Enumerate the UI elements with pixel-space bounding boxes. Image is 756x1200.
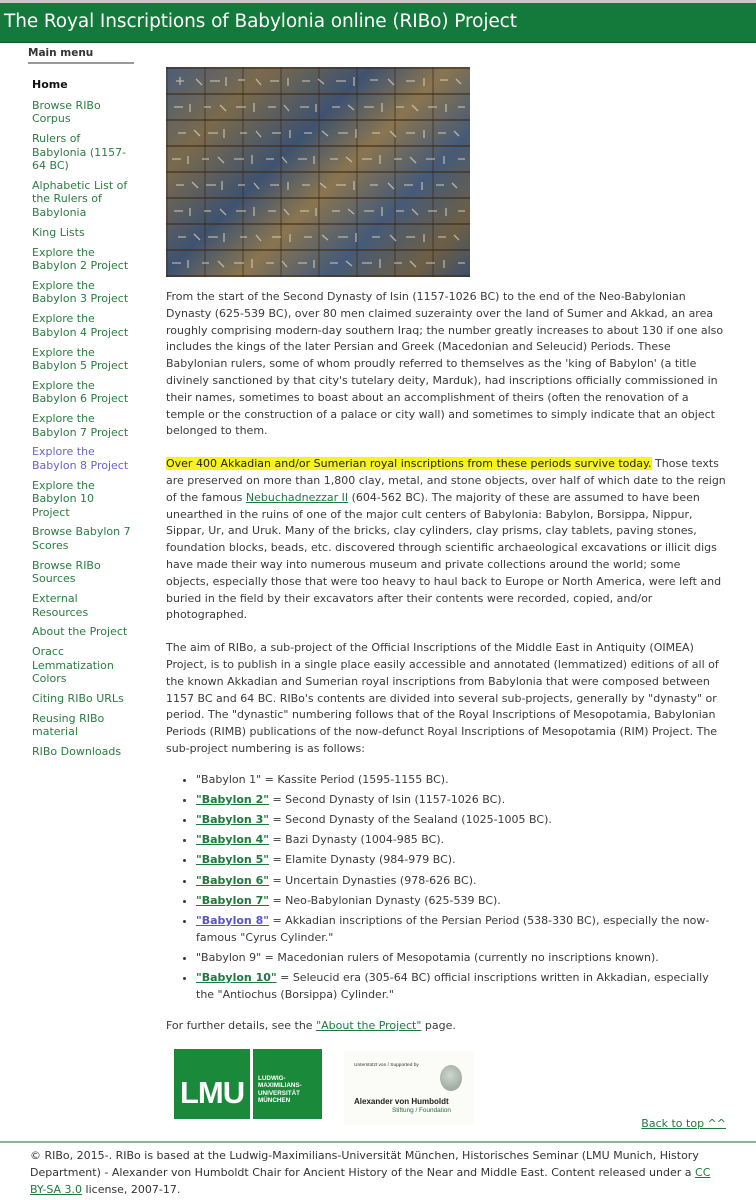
babylon-5-link[interactable]: "Babylon 5" — [196, 853, 269, 867]
menu-item-babylon-10[interactable]: Explore the Babylon 10 Project — [32, 478, 95, 519]
humboldt-foundation: Stiftung / Foundation — [392, 1106, 451, 1114]
subproject-desc: = Second Dynasty of the Sealand (1025-1005 BC). — [268, 813, 552, 827]
menu-item-babylon-7-scores[interactable]: Browse Babylon 7 Scores — [32, 525, 131, 552]
menu-item-reusing-material[interactable]: Reusing RIBo material — [32, 711, 105, 739]
menu-item-browse-sources[interactable]: Browse RIBo Sources — [32, 558, 101, 586]
babylon-10-link[interactable]: "Babylon 10" — [196, 971, 277, 985]
lmu-mark: LMU — [180, 1074, 245, 1110]
list-item — [196, 893, 726, 910]
menu-item-lemmatization-colors[interactable]: Oracc Lemmatization Colors — [32, 645, 114, 686]
babylon-6-link[interactable]: "Babylon 6" — [196, 873, 269, 887]
list-item — [196, 772, 726, 789]
list-item — [196, 792, 726, 809]
menu-item-downloads[interactable]: RIBo Downloads — [32, 745, 122, 759]
babylon-8-link[interactable]: "Babylon 8" — [196, 914, 269, 928]
babylon-2-link[interactable]: "Babylon 2" — [196, 792, 269, 806]
subproject-desc: = Akkadian inscriptions of the Persian Period (538-330 BC), especially the now-famous "Cyrus Cylinder." — [196, 914, 710, 944]
list-item — [196, 812, 726, 829]
babylon-4-link[interactable]: "Babylon 4" — [196, 833, 269, 847]
subproject-desc: = Bazi Dynasty (1004-985 BC). — [268, 833, 445, 847]
menu-item-babylon-4[interactable]: Explore the Babylon 4 Project — [32, 312, 129, 339]
menu-item-babylon-2[interactable]: Explore the Babylon 2 Project — [32, 245, 129, 272]
lmu-divider — [250, 1049, 253, 1119]
menu-item-babylon-8[interactable]: Explore the Babylon 8 Project — [32, 445, 129, 472]
subproject-list — [166, 772, 726, 1004]
lmu-name: LUDWIG- MAXIMILIANS- UNIVERSITÄT MÜNCHEN — [258, 1074, 302, 1105]
main-menu-heading: Main menu — [28, 45, 134, 64]
further-text-b: page. — [421, 1018, 456, 1032]
subproject-desc: = Macedonian rulers of Mesopotamia (currently no inscriptions known). — [261, 951, 659, 965]
aim-paragraph: The aim of RIBo, a sub-project of the Official Inscriptions of the Middle East in Antiquity (OIMEA) Project, is to publish in a single place easily accessible and annotated (lemmatized) editions of all of the known Akkadian and Sumerian royal inscriptions from Babylonia that were composed between 1157 BC and 64 BC. RIBo's contents are divided into several sub-projects, generally by "dynasty" or period. The "dynastic" numbering follows that of the Royal Inscriptions of Mesopotamia, Babylonian Periods (RIMB) publications of the now-defunct Royal Inscriptions of Mesopotamia (RIM) Project. The sub-project numbering is as follows: — [166, 641, 719, 755]
footer-text-b: license, 2007-17. — [82, 1183, 181, 1196]
list-item — [196, 950, 726, 967]
highlighted-sentence: Over 400 Akkadian and/or Sumerian royal inscriptions from these periods survive today. — [166, 457, 652, 471]
menu-item-home[interactable]: Home — [32, 78, 68, 91]
humboldt-support-text: Unterstützt von / Supported by — [354, 1062, 419, 1068]
lmu-logo[interactable] — [174, 1049, 322, 1119]
subproject-desc: = Seleucid era (305-64 BC) official inscriptions written in Akkadian, especially the "Antiochus (Borsippa) Cylinder." — [196, 971, 709, 1001]
inscriptions-text-a: Those texts are preserved on more than 1,800 clay, metal, and stone objects, over half of which date to the reign of the famous — [166, 457, 726, 504]
further-text-a: For further details, see the — [166, 1018, 317, 1032]
site-footer — [0, 1141, 756, 1200]
subproject-label: "Babylon 1" — [196, 772, 262, 786]
glazed-brick-banner-image — [166, 67, 470, 277]
license-link[interactable]: CC BY-SA 3.0 — [30, 1166, 711, 1196]
menu-item-king-lists[interactable]: King Lists — [32, 225, 85, 239]
subproject-desc: = Kassite Period (1595-1155 BC). — [261, 772, 449, 786]
back-to-top-link[interactable]: Back to top ^^ — [641, 1117, 726, 1130]
menu-item-babylon-6[interactable]: Explore the Babylon 6 Project — [32, 378, 129, 406]
list-item — [196, 873, 726, 890]
babylon-3-link[interactable]: "Babylon 3" — [196, 813, 269, 827]
menu-item-browse-corpus[interactable]: Browse RIBo Corpus — [32, 98, 101, 126]
menu-item-about[interactable]: About the Project — [32, 625, 128, 639]
nebuchadnezzar-link[interactable]: Nebuchadnezzar II — [245, 490, 349, 504]
humboldt-logo[interactable] — [344, 1051, 474, 1125]
menu-item-citing-urls[interactable]: Citing RIBo URLs — [32, 692, 124, 706]
main-content — [166, 67, 726, 1129]
menu-item-external-resources[interactable]: External Resources — [32, 592, 89, 619]
main-menu — [28, 45, 136, 759]
menu-item-babylon-7[interactable]: Explore the Babylon 7 Project — [32, 412, 129, 439]
inscriptions-paragraph — [166, 456, 726, 624]
site-header — [0, 0, 756, 43]
menu-item-babylon-3[interactable]: Explore the Babylon 3 Project — [32, 278, 129, 306]
subproject-label: "Babylon 9" — [196, 951, 262, 965]
list-item — [196, 970, 726, 1004]
inscriptions-text-b: (604-562 BC). The majority of these are assumed to have been unearthed in the ruins of one of the major cult centers of Babylonia: Babylon, Borsippa, Nippur, Sippar, Ur, and Uruk. Many of the bricks, clay cylinders, clay prisms, clay tablets, paving stones, foundation blocks, beads, etc. discovered through scientific archaeological excavations or illicit digs have made their way into numerous museum and private collections around the world; some objects, especially those that were too heavy to haul back to Europe or North America, were left and buried in the field by their excavators after their contents were recorded, copied, and/or photographed. — [166, 490, 722, 622]
humboldt-name: Alexander von Humboldt — [354, 1096, 449, 1106]
list-item — [196, 913, 726, 947]
footer-text-a: © RIBo, 2015-. RIBo is based at the Ludwig-Maximilians-Universität München, Historisches Seminar (LMU Munich, History Department) - Alexander von Humboldt Chair for Ancient History of the Near and Middle East. Content released under a — [30, 1149, 699, 1179]
subproject-desc: = Second Dynasty of Isin (1157-1026 BC). — [268, 792, 506, 806]
list-item — [196, 832, 726, 849]
subproject-desc: = Neo-Babylonian Dynasty (625-539 BC). — [268, 893, 501, 907]
humboldt-portrait-icon — [440, 1065, 462, 1091]
babylon-7-link[interactable]: "Babylon 7" — [196, 893, 269, 907]
subproject-desc: = Uncertain Dynasties (978-626 BC). — [268, 873, 477, 887]
further-details — [166, 1018, 726, 1035]
menu-item-alphabetic-rulers[interactable]: Alphabetic List of the Rulers of Babylonia — [32, 178, 128, 219]
list-item — [196, 852, 726, 869]
menu-item-babylon-5[interactable]: Explore the Babylon 5 Project — [32, 345, 129, 372]
main-menu-list — [28, 64, 136, 759]
intro-paragraph: From the start of the Second Dynasty of Isin (1157-1026 BC) to the end of the Neo-Babylonian Dynasty (625-539 BC), over 80 men claimed suzerainty over the land of Sumer and Akkad, an area roughly comprising modern-day southern Iraq; the number greatly increases to about 130 if one also includes the kings of the later Persian and Greek (Macedonian and Seleucid) Periods. These Babylonian rulers, some of whom proudly referred to themselves as the 'king of Babylon' (a title divinely sanctioned by that city's tutelary deity, Marduk), had inscriptions officially commissioned in their names, sometimes to boast about an accomplishment of theirs (often the renovation of a temple or the construction of a palace or city wall) and sometimes to simply indicate that an object belonged to them. — [166, 290, 724, 438]
cuneiform-texture — [166, 67, 470, 277]
menu-item-rulers[interactable]: Rulers of Babylonia (1157-64 BC) — [32, 132, 127, 173]
subproject-desc: = Elamite Dynasty (984-979 BC). — [268, 853, 456, 867]
site-title: The Royal Inscriptions of Babylonia online (RIBo) Project — [4, 11, 517, 32]
footer-text — [30, 1147, 730, 1198]
about-project-link[interactable]: "About the Project" — [316, 1018, 422, 1032]
